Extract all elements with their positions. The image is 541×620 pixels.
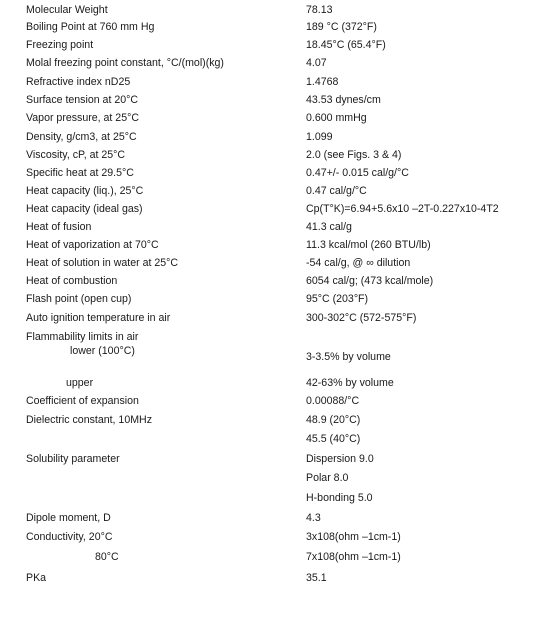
property-row-heat-of-fusion [0,219,541,235]
property-row-conductivity-80 [0,549,541,565]
property-label: Molecular Weight [26,4,108,16]
property-label: lower (100°C) [70,345,135,357]
property-value: 4.3 [306,512,321,524]
property-row-conductivity-20 [0,529,541,545]
property-value: 189 °C (372°F) [306,21,377,33]
property-label: upper [66,377,94,389]
property-value: 48.9 (20°C) [306,414,361,426]
property-value: H-bonding 5.0 [306,492,373,504]
property-label: Molal freezing point constant, °C/(mol)(kg) [26,57,224,69]
property-row-heat-capacity-liquid [0,183,541,199]
property-row-molecular-weight [0,2,541,18]
property-row-flammability-upper [0,375,541,391]
property-value: Dispersion 9.0 [306,453,374,465]
property-value: 45.5 (40°C) [306,433,361,445]
property-value: 3x108(ohm –1cm-1) [306,531,401,543]
property-value: -54 cal/g, @ ∞ dilution [306,257,411,269]
property-row-coefficient-of-expansion [0,393,541,409]
property-row-heat-of-combustion [0,273,541,289]
property-row-freezing-constant [0,55,541,71]
property-label: Specific heat at 29.5°C [26,167,134,179]
property-value: 2.0 (see Figs. 3 & 4) [306,149,402,161]
property-row-heat-capacity-gas [0,201,541,217]
property-row-density [0,129,541,145]
property-label: Heat capacity (ideal gas) [26,203,143,215]
property-value: 95°C (203°F) [306,293,369,305]
property-label: Heat of solution in water at 25°C [26,257,179,269]
property-row-dielectric-constant-40 [0,431,541,447]
property-value: Polar 8.0 [306,472,349,484]
property-value: 11.3 kcal/mol (260 BTU/lb) [306,239,431,251]
property-label: Viscosity, cP, at 25°C [26,149,126,161]
property-row-surface-tension [0,92,541,108]
property-label: Density, g/cm3, at 25°C [26,131,137,143]
property-row-solubility-polar [0,470,541,486]
property-value: 43.53 dynes/cm [306,94,381,106]
property-row-dipole-moment [0,510,541,526]
property-row-flammability-lower [0,343,541,363]
property-value: 18.45°C (65.4°F) [306,39,386,51]
property-value: 41.3 cal/g [306,221,352,233]
property-value: 3-3.5% by volume [306,351,391,363]
property-label: Conductivity, 20°C [26,531,113,543]
property-label: Flash point (open cup) [26,293,132,305]
property-value: 78.13 [306,4,333,16]
property-label: Flammability limits in air [26,331,139,343]
property-value: 35.1 [306,572,327,584]
property-label: 80°C [95,551,119,563]
property-label: Freezing point [26,39,94,51]
property-value: 7x108(ohm –1cm-1) [306,551,401,563]
property-label: Boiling Point at 760 mm Hg [26,21,155,33]
property-label: Coefficient of expansion [26,395,139,407]
property-value: 0.600 mmHg [306,112,367,124]
property-row-viscosity [0,147,541,163]
property-row-refractive-index [0,74,541,90]
property-row-flash-point [0,291,541,307]
property-value: 1.099 [306,131,333,143]
property-row-specific-heat [0,165,541,181]
property-row-solubility-h-bonding [0,490,541,506]
property-row-dielectric-constant [0,412,541,428]
property-row-pka [0,570,541,586]
property-label: Refractive index nD25 [26,76,131,88]
property-label: Heat of combustion [26,275,118,287]
property-value: 4.07 [306,57,327,69]
property-label: Solubility parameter [26,453,120,465]
property-row-auto-ignition [0,310,541,326]
property-row-boiling-point [0,19,541,35]
property-value: 300-302°C (572-575°F) [306,312,417,324]
property-label: Heat of vaporization at 70°C [26,239,159,251]
property-label: Vapor pressure, at 25°C [26,112,139,124]
property-label: Heat of fusion [26,221,92,233]
property-row-heat-of-vaporization [0,237,541,253]
property-value: 0.47+/- 0.015 cal/g/°C [306,167,409,179]
property-row-vapor-pressure [0,110,541,126]
property-label: Dielectric constant, 10MHz [26,414,152,426]
property-label: Dipole moment, D [26,512,111,524]
property-value: 42-63% by volume [306,377,394,389]
property-label: Heat capacity (liq.), 25°C [26,185,144,197]
property-label: PKa [26,572,47,584]
property-value: 0.00088/°C [306,395,360,407]
property-value: Cp(T°K)=6.94+5.6x10 –2T-0.227x10-4T2 [306,203,499,215]
property-label: Surface tension at 20°C [26,94,139,106]
property-value: 6054 cal/g; (473 kcal/mole) [306,275,434,287]
property-value: 1.4768 [306,76,339,88]
property-label: Auto ignition temperature in air [26,312,171,324]
property-row-solubility-parameter [0,451,541,467]
property-row-freezing-point [0,37,541,53]
property-value: 0.47 cal/g/°C [306,185,367,197]
property-row-heat-of-solution [0,255,541,271]
